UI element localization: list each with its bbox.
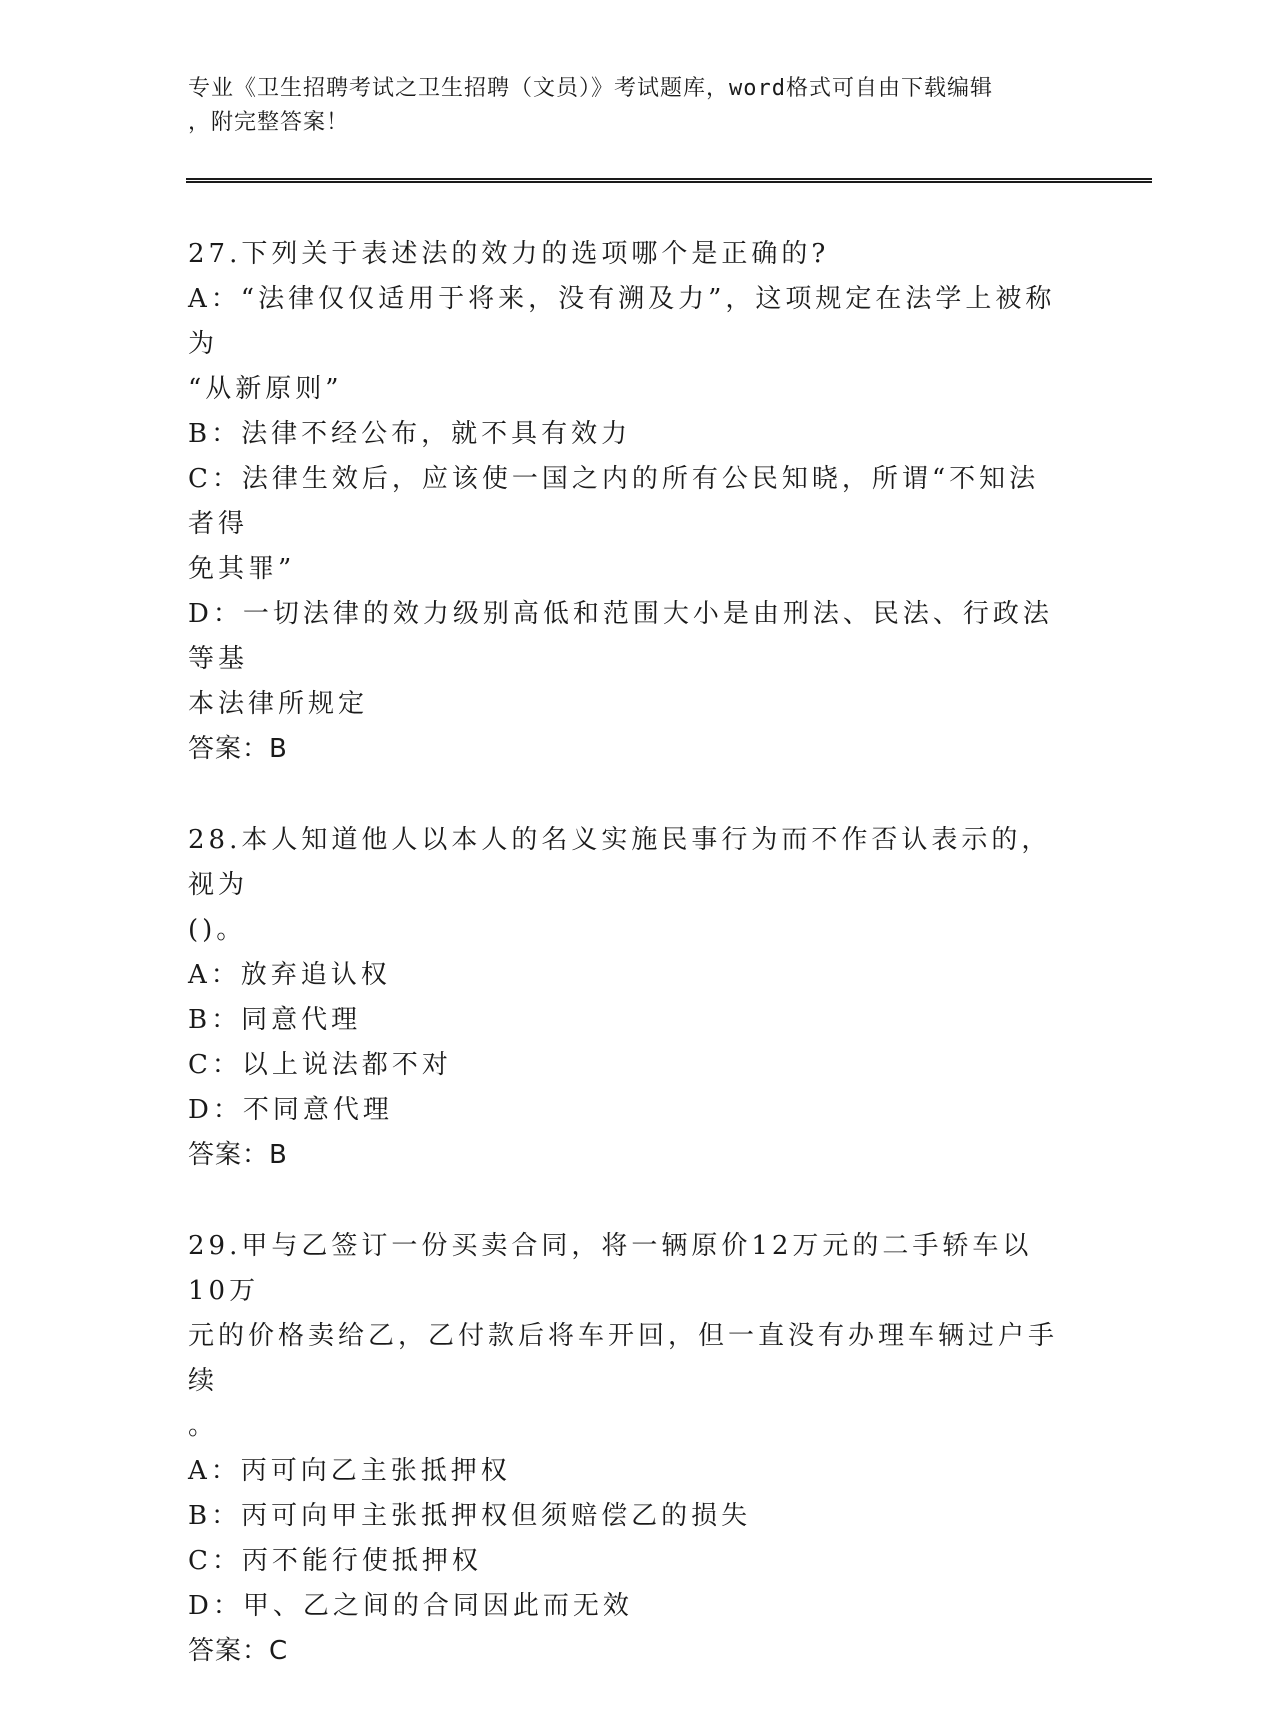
option-text-cont: “从新原则” xyxy=(188,374,343,404)
question-stem: 27.下列关于表述法的效力的选项哪个是正确的? xyxy=(188,239,830,269)
option-text: A：“法律仅仅适用于将来，没有溯及力”，这项规定在法学上被称为 xyxy=(188,284,1056,359)
answer: 答案：B xyxy=(188,1140,288,1170)
option-text: B：法律不经公布，就不具有效力 xyxy=(188,419,632,449)
option-b xyxy=(188,998,1068,1043)
question-stem: 29.甲与乙签订一份买卖合同，将一辆原价12万元的二手轿车以10万 xyxy=(188,1231,1033,1306)
question-stem: 28.本人知道他人以本人的名义实施民事行为而不作否认表示的，视为 xyxy=(188,825,1052,900)
option-b xyxy=(188,1494,1068,1539)
option-text: C：法律生效后，应该使一国之内的所有公民知晓，所谓“不知法者得 xyxy=(188,464,1040,539)
option-text: B：同意代理 xyxy=(188,1005,362,1035)
option-text: D：一切法律的效力级别高低和范围大小是由刑法、民法、行政法等基 xyxy=(188,599,1053,674)
header-line-2: ，附完整答案！ xyxy=(188,110,350,135)
option-text-cont: 免其罪” xyxy=(188,554,296,584)
question-stem-cont: 元的价格卖给乙，乙付款后将车开回，但一直没有办理车辆过户手续 xyxy=(188,1321,1059,1396)
option-text: C：以上说法都不对 xyxy=(188,1050,452,1080)
question-stem-cont: 。 xyxy=(188,1411,219,1441)
header-line-1: 专业《卫生招聘考试之卫生招聘（文员）》考试题库，word格式可自由下载编辑 xyxy=(188,76,993,101)
option-b xyxy=(188,412,1068,457)
answer: 答案：B xyxy=(188,734,288,764)
question-stem-cont: ()。 xyxy=(188,915,247,945)
option-d xyxy=(188,592,1068,727)
option-text: A：丙可向乙主张抵押权 xyxy=(188,1456,511,1486)
question-29 xyxy=(188,1224,1068,1674)
option-a xyxy=(188,277,1068,412)
option-c xyxy=(188,457,1068,592)
option-c xyxy=(188,1043,1068,1088)
header-divider xyxy=(186,178,1152,183)
question-28 xyxy=(188,818,1068,1178)
option-text-cont: 本法律所规定 xyxy=(188,689,369,719)
option-text: A：放弃追认权 xyxy=(188,960,391,990)
option-a xyxy=(188,1449,1068,1494)
option-text: D：甲、乙之间的合同因此而无效 xyxy=(188,1591,633,1621)
option-a xyxy=(188,953,1068,998)
option-d xyxy=(188,1584,1068,1629)
option-d xyxy=(188,1088,1068,1133)
document-header xyxy=(188,72,1068,140)
option-text: B：丙可向甲主张抵押权但须赔偿乙的损失 xyxy=(188,1501,752,1531)
option-text: C：丙不能行使抵押权 xyxy=(188,1546,482,1576)
option-c xyxy=(188,1539,1068,1584)
answer: 答案：C xyxy=(188,1636,289,1666)
option-text: D：不同意代理 xyxy=(188,1095,393,1125)
question-27 xyxy=(188,232,1068,772)
question-list xyxy=(188,232,1068,1720)
